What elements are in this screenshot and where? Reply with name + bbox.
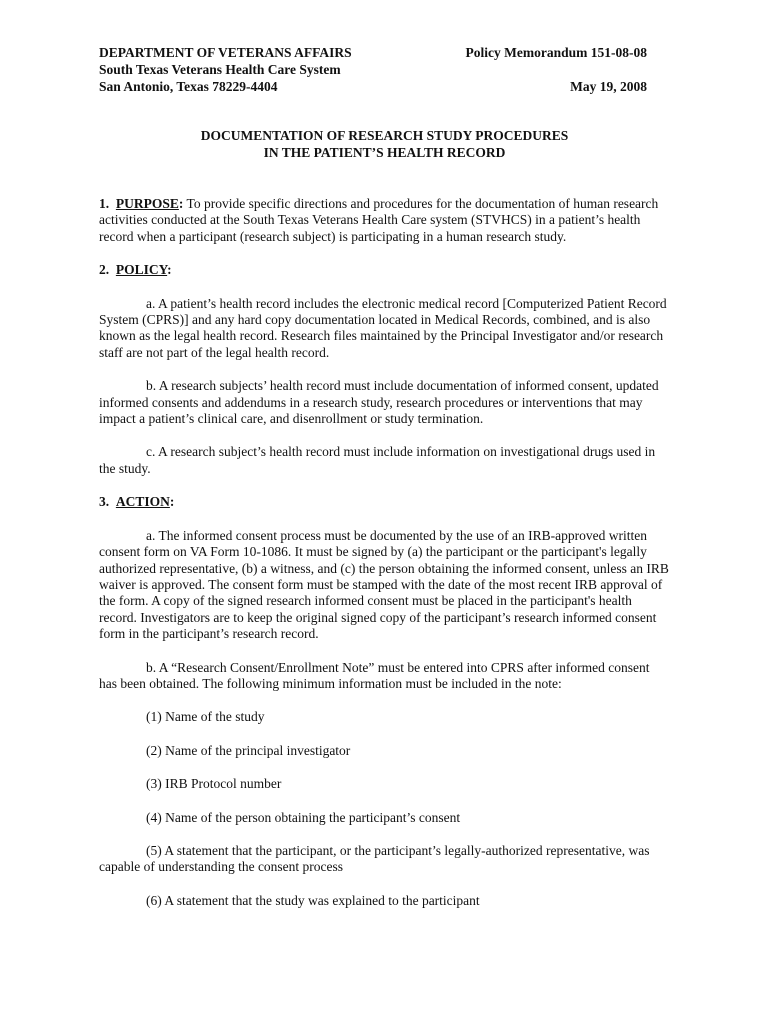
- policy-paragraph-c: c. A research subject’s health record must include information on investigational drugs used in the study.: [99, 444, 656, 476]
- purpose-section: 1. PURPOSE: To provide specific directions and procedures for the documentation of human research activities conducted at the South Texas Veterans Health Care system (STVHCS) in a patient’s health record when a participant (research subject) is participating in a human research study.: [99, 196, 659, 244]
- list-item: (3) IRB Protocol number: [146, 776, 282, 792]
- department-name: DEPARTMENT OF VETERANS AFFAIRS: [99, 45, 352, 60]
- list-item: (5) A statement that the participant, or the participant’s legally-authorized representative, was capable of understanding the consent process: [99, 842, 650, 875]
- title-line-2: IN THE PATIENT’S HEALTH RECORD: [263, 145, 506, 160]
- document-body: [99, 196, 670, 926]
- list-item: (4) Name of the person obtaining the participant’s consent: [146, 809, 461, 825]
- action-heading-row: 3. ACTION:: [99, 494, 175, 510]
- memo-number: Policy Memorandum 151-08-08: [465, 45, 647, 60]
- health-care-system: South Texas Veterans Health Care System: [99, 62, 341, 77]
- list-item: (1) Name of the study: [146, 709, 265, 725]
- memo-date: May 19, 2008: [570, 79, 647, 94]
- list-item: (2) Name of the principal investigator: [146, 742, 351, 758]
- city-address: San Antonio, Texas 78229-4404: [99, 79, 278, 94]
- document-title: [99, 127, 670, 161]
- action-heading: ACTION: [115, 494, 170, 510]
- title-line-1: DOCUMENTATION OF RESEARCH STUDY PROCEDURES: [200, 128, 569, 143]
- policy-number: 2.: [99, 262, 110, 278]
- memo-header: [99, 44, 647, 95]
- purpose-number: 1.: [99, 196, 110, 211]
- policy-paragraph-b: b. A research subjects’ health record must include documentation of informed consent, updated informed consents and addendums in a research study, research procedures or interventions that may impact a patient’s clinical care, and disenrollment or study termination.: [99, 378, 659, 427]
- purpose-text: To provide specific directions and procedures for the documentation of human research activities conducted at the South Texas Veterans Health Care system (STVHCS) in a patient’s health record when a participant (research subject) is participating in a human research study.: [99, 196, 659, 244]
- list-item: (6) A statement that the study was explained to the participant: [146, 892, 480, 908]
- policy-paragraph-a: a. A patient’s health record includes the electronic medical record [Computerized Patient Record System (CPRS)] and any hard copy documentation located in Medical Records, combined, and is also known as the legal health record. Research files maintained by the Principal Investigator and/or research staff are not part of the legal health record.: [99, 295, 667, 360]
- action-paragraph-a: a. The informed consent process must be documented by the use of an IRB-approved written consent form on VA Form 10-1086. It must be signed by (a) the participant or the participant's legally authorized representative, (b) a witness, and (c) the person obtaining the informed consent, unless an IRB waiver is approved. The consent form must be stamped with the date of the most recent IRB approval of the form. A copy of the signed research informed consent must be placed in the participant's health record. Investigators are to keep the original signed copy of the participant’s research informed consent form in the participant’s research record.: [99, 527, 669, 642]
- action-paragraph-b: b. A “Research Consent/Enrollment Note” must be entered into CPRS after informed consent has been obtained. The following minimum information must be included in the note:: [99, 659, 650, 691]
- action-number: 3.: [99, 494, 110, 510]
- purpose-heading: PURPOSE: [115, 196, 179, 211]
- policy-heading: POLICY: [115, 262, 168, 278]
- policy-heading-row: 2. POLICY:: [99, 262, 172, 278]
